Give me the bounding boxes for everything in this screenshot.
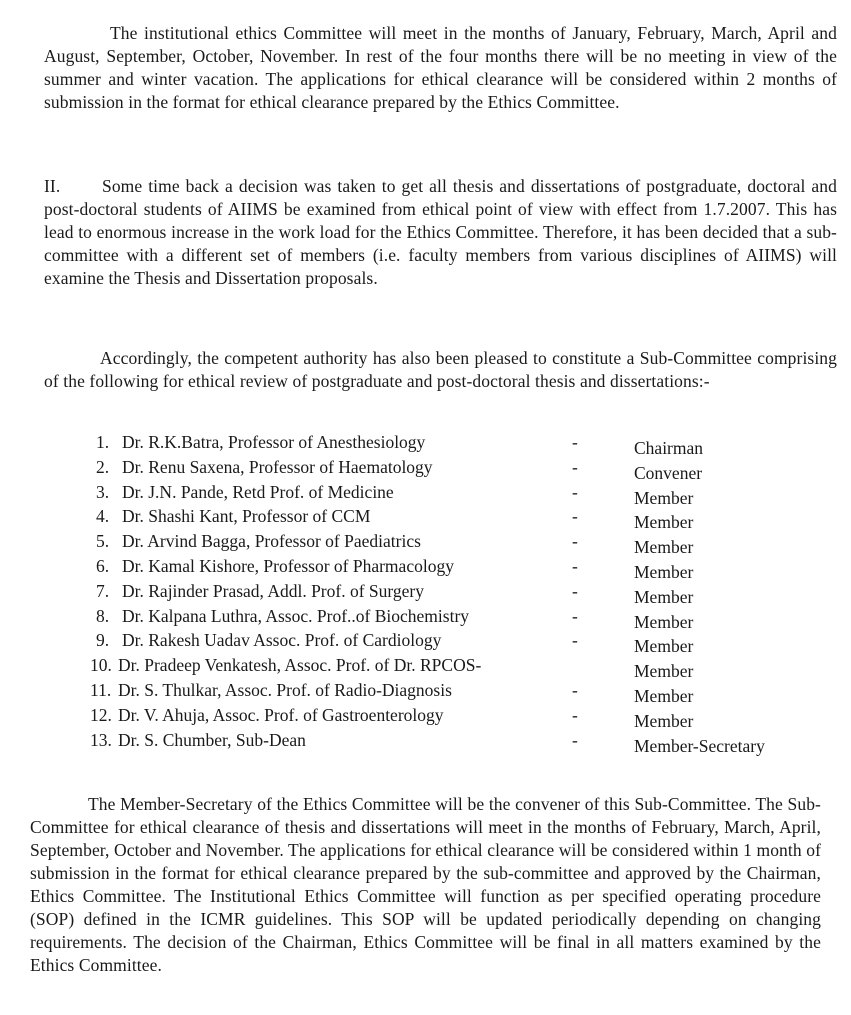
member-name: Dr. S. Thulkar, Assoc. Prof. of Radio-Diagnosis xyxy=(118,679,452,700)
member-list xyxy=(90,430,796,756)
paragraph-subcommittee-constitution xyxy=(44,347,837,393)
member-index: 3. xyxy=(96,481,110,502)
member-index: 12. xyxy=(90,704,112,725)
list-item xyxy=(90,678,796,706)
paragraph-subcommittee-procedure xyxy=(30,793,821,977)
member-role: Member xyxy=(634,611,694,632)
member-separator: - xyxy=(572,580,578,601)
member-index: 6. xyxy=(96,555,110,576)
paragraph-subcommittee-background xyxy=(44,175,837,290)
member-role: Chairman xyxy=(634,438,704,458)
member-index: 2. xyxy=(96,456,110,477)
member-name: Dr. R.K.Batra, Professor of Anesthesiology xyxy=(122,432,426,452)
member-role: Convener xyxy=(634,462,703,483)
member-name: Dr. Shashi Kant, Professor of CCM xyxy=(122,506,371,527)
member-role: Member xyxy=(634,561,694,582)
paragraph-text: The Member-Secretary of the Ethics Committee will be the convener of this Sub-Committee. The Sub-Committee for ethical clearance of thesis and dissertations will meet in the months of February, March, April, September, October and November. The applications for ethical clearance will be considered within 1 month of submission in the format for ethical clearance prepared by the sub-committee and approved by the Chairman, Ethics Committee. The Institutional Ethics Committee will function as per specified operating procedure (SOP) defined in the ICMR guidelines. This SOP will be updated periodically depending on changing requirements. The decision of the Chairman, Ethics Committee will be final in all matters examined by the Ethics Committee. xyxy=(30,793,821,975)
member-index: 5. xyxy=(96,531,110,552)
list-item xyxy=(96,480,796,508)
member-name: Dr. Rajinder Prasad, Addl. Prof. of Surgery xyxy=(122,580,425,601)
list-item xyxy=(90,653,796,682)
list-item xyxy=(96,628,796,657)
member-index: 13. xyxy=(90,729,112,750)
member-name: Dr. Kamal Kishore, Professor of Pharmacology xyxy=(122,555,454,576)
member-index: 11. xyxy=(90,679,112,700)
member-separator: - xyxy=(572,679,578,700)
list-item xyxy=(96,604,796,632)
member-index: 7. xyxy=(96,580,110,601)
member-role: Member xyxy=(634,487,694,508)
list-item xyxy=(96,430,796,458)
member-separator: - xyxy=(572,481,578,502)
member-index: 9. xyxy=(96,630,110,651)
paragraph-meeting-schedule xyxy=(44,22,837,114)
member-role: Member xyxy=(634,636,694,657)
member-name: Dr. Renu Saxena, Professor of Haematology xyxy=(122,456,433,477)
list-item xyxy=(96,504,796,533)
list-item xyxy=(90,728,796,756)
member-name: Dr. Arvind Bagga, Professor of Paediatrics xyxy=(122,531,421,552)
member-role: Member xyxy=(634,710,694,731)
list-item xyxy=(96,554,796,582)
member-separator: - xyxy=(572,506,578,527)
member-index: 8. xyxy=(96,605,110,626)
member-name: Dr. Rakesh Uadav Assoc. Prof. of Cardiology xyxy=(122,630,442,651)
member-separator: - xyxy=(572,555,578,576)
member-name: Dr. Kalpana Luthra, Assoc. Prof..of Biochemistry xyxy=(122,605,470,626)
member-separator: - xyxy=(572,729,578,750)
list-item xyxy=(96,579,796,607)
member-separator: - xyxy=(572,605,578,626)
member-separator: - xyxy=(572,531,578,552)
member-separator: - xyxy=(572,456,578,477)
member-index: 10. xyxy=(90,655,112,676)
paragraph-text: Some time back a decision was taken to get all thesis and dissertations of postgraduate, doctoral and post-doctoral students of AIIMS be examined from ethical point of view with effect from 1.7.2007. This has lead to enormous increase in the work load for the Ethics Committee. Therefore, it has been decided that a sub-committee with a different set of members (i.e. faculty members from various disciplines of AIIMS) will examine the Thesis and Dissertation proposals. xyxy=(44,175,837,288)
member-name: Dr. Pradeep Venkatesh, Assoc. Prof. of Dr. RPCOS- xyxy=(118,655,482,676)
member-role: Member xyxy=(634,685,694,706)
member-role: Member xyxy=(634,586,694,607)
member-separator: - xyxy=(572,630,578,651)
member-role: Member xyxy=(634,512,694,533)
member-separator: - xyxy=(572,432,578,452)
member-separator: - xyxy=(572,704,578,725)
member-index: 1. xyxy=(96,432,110,452)
member-role: Member-Secretary xyxy=(634,735,765,756)
list-item xyxy=(90,703,796,731)
list-item xyxy=(96,529,796,558)
member-name: Dr. V. Ahuja, Assoc. Prof. of Gastroenterology xyxy=(118,704,444,725)
list-item xyxy=(96,455,796,483)
member-name: Dr. S. Chumber, Sub-Dean xyxy=(118,729,306,750)
paragraph-text: The institutional ethics Committee will meet in the months of January, February, March, April and August, September, October, November. In rest of the four months there will be no meeting in view of the summer and winter vacation. The applications for ethical clearance will be considered within 2 months of submission in the format for ethical clearance prepared by the Ethics Committee. xyxy=(44,22,837,112)
member-role: Member xyxy=(634,661,694,682)
member-index: 4. xyxy=(96,506,110,527)
member-name: Dr. J.N. Pande, Retd Prof. of Medicine xyxy=(122,481,394,502)
paragraph-text: Accordingly, the competent authority has also been pleased to constitute a Sub-Committee comprising of the following for ethical review of postgraduate and post-doctoral thesis and dissertations:- xyxy=(44,347,837,391)
member-role: Member xyxy=(634,537,694,558)
section-number: II. xyxy=(44,175,61,196)
